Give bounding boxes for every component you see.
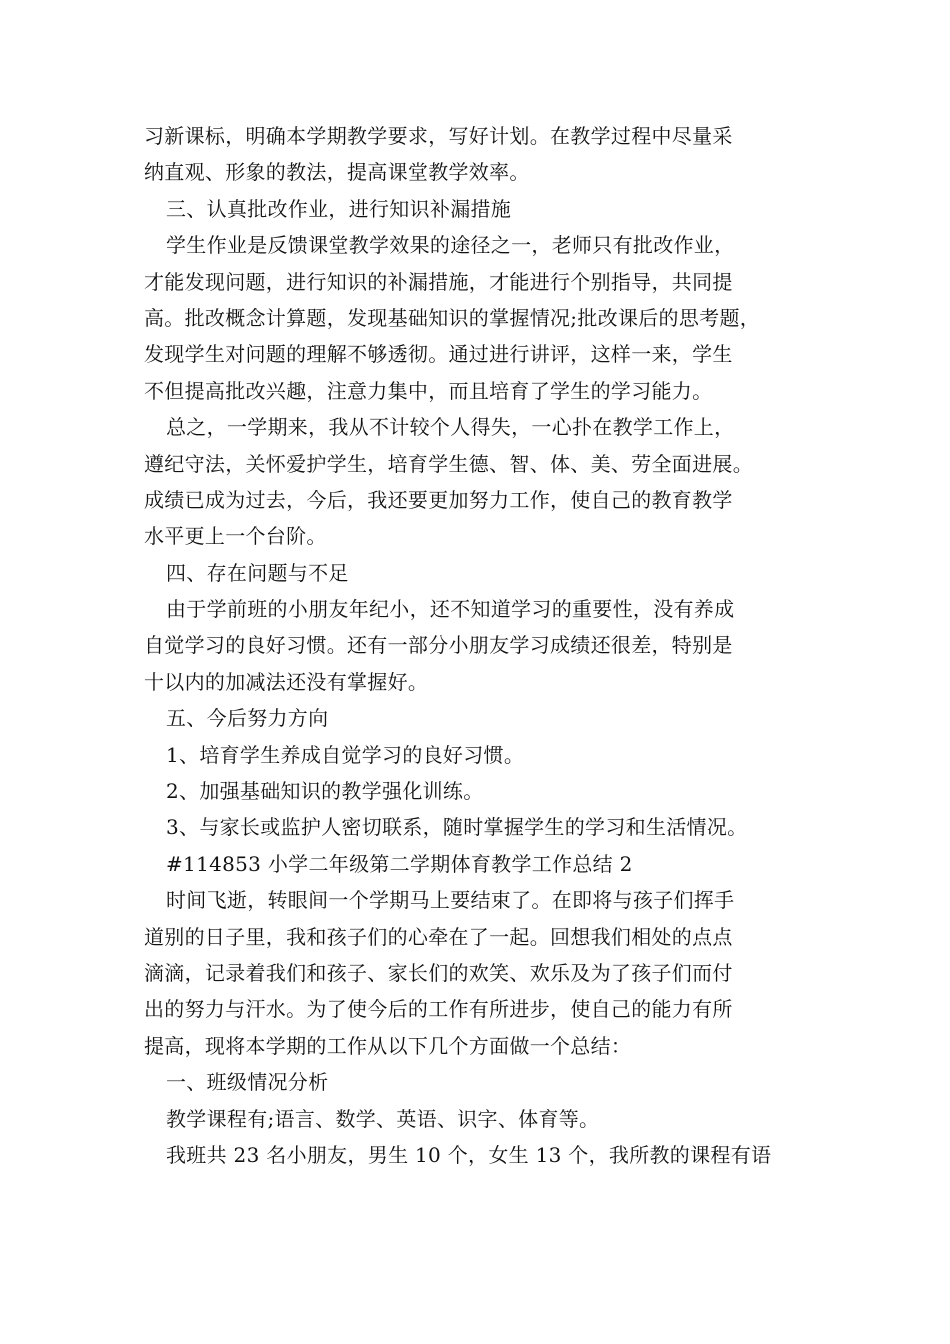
document-body [144, 118, 814, 1173]
paragraph-line: 水平更上一个台阶。 [144, 524, 327, 549]
paragraph-line: 滴滴，记录着我们和孩子、家长们的欢笑、欢乐及为了孩子们而付 [144, 960, 733, 985]
list-item: 3、与家长或监护人密切联系，随时掌握学生的学习和生活情况。 [166, 815, 748, 840]
paragraph-line: 我班共 23 名小朋友，男生 10 个，女生 13 个，我所教的课程有语 [166, 1142, 772, 1167]
paragraph-line: 才能发现问题，进行知识的补漏措施，才能进行个别指导，共同提 [144, 269, 733, 294]
paragraph-line: 习新课标，明确本学期教学要求，写好计划。在教学过程中尽量采 [144, 124, 733, 148]
paragraph-line: 时间飞逝，转眼间一个学期马上要结束了。在即将与孩子们挥手 [166, 888, 735, 913]
list-item: 1、培育学生养成自觉学习的良好习惯。 [166, 742, 525, 767]
paragraph-line: 出的努力与汗水。为了使今后的工作有所进步，使自己的能力有所 [144, 997, 733, 1022]
paragraph-line: 总之，一学期来，我从不计较个人得失，一心扑在教学工作上， [166, 415, 735, 440]
paragraph-line: 道别的日子里，我和孩子们的心牵在了一起。回想我们相处的点点 [144, 924, 733, 949]
paragraph-line: 提高，现将本学期的工作从以下几个方面做一个总结： [144, 1033, 632, 1058]
paragraph-line: 学生作业是反馈课堂教学效果的途径之一，老师只有批改作业， [166, 233, 735, 258]
list-item: 2、加强基础知识的教学强化训练。 [166, 779, 484, 804]
section-heading: 四、存在问题与不足 [166, 560, 349, 585]
section-heading: 一、班级情况分析 [166, 1070, 329, 1095]
section-heading: 五、今后努力方向 [166, 706, 329, 731]
paragraph-line: 纳直观、形象的教法，提高课堂教学效率。 [144, 160, 530, 185]
paragraph-line: 教学课程有;语言、数学、英语、识字、体育等。 [166, 1106, 600, 1131]
document-title: #114853 小学二年级第二学期体育教学工作总结 2 [166, 851, 633, 876]
paragraph-line: 遵纪守法，关怀爱护学生，培育学生德、智、体、美、劳全面进展。 [144, 451, 753, 476]
paragraph-line: 高。批改概念计算题，发现基础知识的掌握情况;批改课后的思考题， [144, 305, 761, 330]
paragraph-line: 发现学生对问题的理解不够透彻。通过进行讲评，这样一来，学生 [144, 342, 733, 367]
section-heading: 三、认真批改作业，进行知识补漏措施 [166, 196, 512, 221]
paragraph-line: 自觉学习的良好习惯。还有一部分小朋友学习成绩还很差，特别是 [144, 633, 733, 658]
paragraph-line: 成绩已成为过去，今后，我还要更加努力工作，使自己的教育教学 [144, 487, 733, 512]
paragraph-line: 不但提高批改兴趣，注意力集中，而且培育了学生的学习能力。 [144, 378, 713, 403]
paragraph-line: 由于学前班的小朋友年纪小，还不知道学习的重要性，没有养成 [166, 597, 735, 622]
paragraph-line: 十以内的加减法还没有掌握好。 [144, 669, 429, 694]
